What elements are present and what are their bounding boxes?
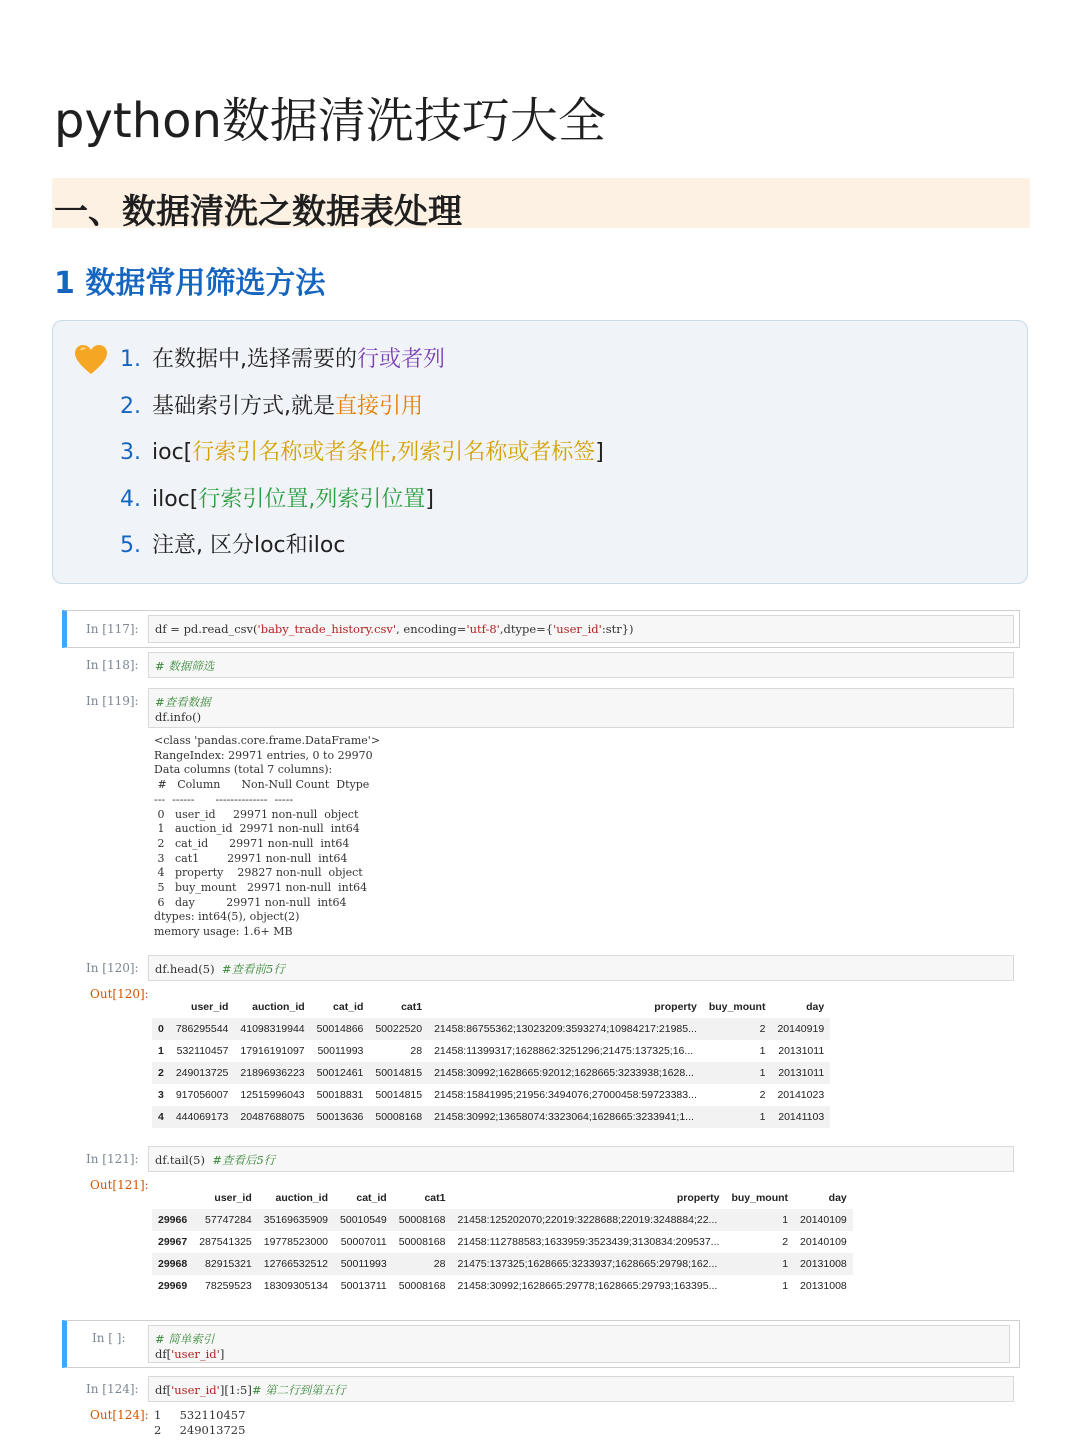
row-index: 0 — [152, 1018, 170, 1040]
table-cell: 28 — [410, 1045, 423, 1057]
code-input[interactable]: # 数据筛选 — [148, 652, 1014, 678]
table-cell: 50011993 — [317, 1045, 364, 1057]
table-cell: 21458:112788583;1633959:3523439;3130834:209537... — [457, 1236, 720, 1248]
row-index: 29968 — [152, 1253, 193, 1275]
table-cell: 532110457 — [176, 1045, 229, 1057]
table-cell: 1 — [725, 1253, 794, 1275]
table-header: day — [806, 1001, 825, 1013]
table-header: property — [654, 1001, 697, 1013]
table-cell: 35169635909 — [258, 1209, 334, 1231]
table-cell: 444069173 — [170, 1106, 235, 1128]
table-cell: 82915321 — [193, 1253, 258, 1275]
table-cell: 50008168 — [398, 1236, 446, 1248]
table-cell: 786295544 — [170, 1018, 235, 1040]
table-row — [152, 1253, 853, 1275]
table-cell: 21458:30992;1628665:29778;1628665:29793;163395... — [457, 1280, 718, 1292]
table-cell: 2 — [759, 1089, 766, 1101]
table-cell: 20141023 — [777, 1089, 825, 1101]
table-cell: 50014866 — [311, 1018, 370, 1040]
table-header: cat_id — [356, 1192, 387, 1204]
table-cell: 21458:15841995;21956:3494076;27000458:59723383... — [434, 1089, 697, 1101]
input-prompt: In [118]: — [86, 658, 139, 672]
table-header — [152, 996, 170, 1018]
table-cell: 20131011 — [778, 1045, 825, 1057]
tip-item: 4. iloc[行索引位置,列索引位置] — [120, 486, 434, 512]
dataframe-table — [152, 996, 830, 1128]
table-cell: 20140919 — [771, 1018, 830, 1040]
table-cell: 50007011 — [340, 1236, 387, 1248]
table-cell: 1 — [759, 1045, 766, 1057]
table-row — [152, 1106, 830, 1128]
table-cell: 50011993 — [334, 1253, 393, 1275]
table-cell: 21458:11399317;1628862:3251296;21475:137325;16... — [434, 1045, 694, 1057]
table-header: cat1 — [401, 1001, 423, 1013]
output-prompt: Out[120]: — [90, 987, 149, 1001]
table-cell: 20487688075 — [234, 1106, 310, 1128]
table-cell: 50014815 — [369, 1062, 428, 1084]
tip-item: 1. 在数据中,选择需要的行或者列 — [120, 347, 446, 372]
table-cell: 21458:30992;1628665:92012;1628665:3233938;1628... — [428, 1062, 703, 1084]
page-title: python数据清洗技巧大全 — [54, 93, 606, 149]
code-input[interactable]: df['user_id'][1:5]# 第二行到第五行 — [148, 1376, 1014, 1402]
table-cell: 50008168 — [398, 1280, 446, 1292]
tip-item: 2. 基础索引方式,就是直接引用 — [120, 393, 424, 419]
output-prompt: Out[121]: — [90, 1178, 149, 1192]
table-cell: 50012461 — [311, 1062, 370, 1084]
input-prompt: In [120]: — [86, 961, 139, 975]
row-index: 2 — [152, 1062, 170, 1084]
row-index: 1 — [158, 1045, 164, 1057]
table-cell: 1 — [782, 1280, 789, 1292]
table-cell: 41098319944 — [234, 1018, 310, 1040]
table-cell: 20131011 — [771, 1062, 830, 1084]
table-cell: 50013636 — [311, 1106, 370, 1128]
code-input[interactable]: # 简单索引 df['user_id'] — [148, 1325, 1010, 1363]
code-input[interactable]: df.head(5) #查看前5行 — [148, 955, 1014, 981]
table-cell: 917056007 — [175, 1089, 229, 1101]
table-header: cat_id — [333, 1001, 364, 1013]
table-cell: 50010549 — [334, 1209, 393, 1231]
table-cell: 12766532512 — [258, 1253, 334, 1275]
code-input[interactable]: df = pd.read_csv('baby_trade_history.csv', encoding='utf-8',dtype={'user_id':str}) — [148, 615, 1014, 643]
cell-output: <class 'pandas.core.frame.DataFrame'> RangeIndex: 29971 entries, 0 to 29970 Data columns (total 7 columns): # Column Non-Null Count Dtype --- ------ -------------- ----- 0 user_id 29971 non-null object 1 auction_id 29971 non-null int64 2 cat_id 29971 non-null int64 3 cat1 29971 non-null int64 4 property 29827 non-null object 5 buy_mount 29971 non-null int64 6 day 29971 non-null int64 dtypes: int64(5), object(2) memory usage: 1.6+ MB — [154, 734, 381, 939]
table-cell: 50013711 — [340, 1280, 387, 1292]
input-prompt: In [124]: — [86, 1382, 139, 1396]
table-cell: 19778523000 — [263, 1236, 329, 1248]
table-row — [152, 1231, 853, 1253]
tip-list — [120, 342, 604, 575]
table-header: auction_id — [275, 1192, 329, 1204]
input-prompt: In [121]: — [86, 1152, 139, 1166]
table-row — [152, 1275, 853, 1297]
table-cell: 17916191097 — [240, 1045, 305, 1057]
table-cell: 20131008 — [794, 1253, 853, 1275]
row-index: 29966 — [152, 1209, 193, 1231]
table-cell: 20140109 — [800, 1236, 847, 1248]
table-cell: 1 — [703, 1106, 772, 1128]
table-cell: 20140109 — [794, 1209, 853, 1231]
table-cell: 50014815 — [375, 1089, 423, 1101]
table-cell: 21896936223 — [234, 1062, 310, 1084]
row-index: 3 — [158, 1089, 164, 1101]
tip-item: 3. ioc[行索引名称或者条件,列索引名称或者标签] — [120, 440, 604, 465]
table-cell: 2 — [703, 1018, 772, 1040]
code-input[interactable]: df.tail(5) #查看后5行 — [148, 1146, 1014, 1172]
table-cell: 12515996043 — [240, 1089, 305, 1101]
section-title: 一、数据清洗之数据表处理 — [54, 192, 462, 232]
table-cell: 2 — [782, 1236, 789, 1248]
table-row — [152, 1018, 830, 1040]
output-prompt: Out[124]: — [90, 1408, 149, 1422]
table-header: buy_mount — [731, 1192, 789, 1204]
table-cell: 50008168 — [393, 1209, 452, 1231]
table-header — [152, 1187, 193, 1209]
table-header: user_id — [191, 1001, 229, 1013]
table-cell: 57747284 — [193, 1209, 258, 1231]
table-cell: 21458:30992;13658074:3323064;1628665:3233941;1... — [428, 1106, 703, 1128]
code-input[interactable]: #查看数据 df.info() — [148, 688, 1014, 728]
table-cell: 20141103 — [771, 1106, 830, 1128]
row-index: 29967 — [158, 1236, 188, 1248]
table-row — [152, 1062, 830, 1084]
table-cell: 1 — [703, 1062, 772, 1084]
table-cell: 50008168 — [369, 1106, 428, 1128]
subsection-title: 1 数据常用筛选方法 — [54, 266, 326, 301]
table-cell: 50018831 — [316, 1089, 364, 1101]
table-header: auction_id — [252, 1001, 305, 1013]
table-row — [152, 1040, 830, 1062]
table-cell: 21458:125202070;22019:3228688;22019:3248884;22... — [451, 1209, 725, 1231]
table-header: cat1 — [424, 1192, 446, 1204]
table-cell: 50022520 — [369, 1018, 428, 1040]
table-row — [152, 1084, 830, 1106]
table-cell: 287541325 — [199, 1236, 252, 1248]
table-header: property — [676, 1192, 720, 1204]
table-header: buy_mount — [708, 1001, 766, 1013]
input-prompt: In [ ]: — [92, 1331, 126, 1345]
table-header: user_id — [214, 1192, 252, 1204]
table-cell: 21475:137325;1628665:3233937;1628665:29798;162... — [451, 1253, 725, 1275]
row-index: 4 — [152, 1106, 170, 1128]
tip-item: 5. 注意, 区分loc和iloc — [120, 533, 346, 558]
table-cell: 21458:86755362;13023209:3593274;10984217:21985... — [428, 1018, 703, 1040]
table-cell: 18309305134 — [263, 1280, 329, 1292]
input-prompt: In [119]: — [86, 694, 139, 708]
table-cell: 249013725 — [170, 1062, 235, 1084]
orange-heart-icon — [74, 344, 108, 376]
cell-output: 1 532110457 2 249013725 — [154, 1408, 246, 1437]
input-prompt: In [117]: — [86, 622, 139, 636]
table-row — [152, 1209, 853, 1231]
table-header: day — [828, 1192, 847, 1204]
table-cell: 20131008 — [800, 1280, 847, 1292]
table-cell: 28 — [393, 1253, 452, 1275]
table-cell: 1 — [725, 1209, 794, 1231]
dataframe-table — [152, 1187, 853, 1297]
row-index: 29969 — [158, 1280, 188, 1292]
table-cell: 78259523 — [205, 1280, 252, 1292]
